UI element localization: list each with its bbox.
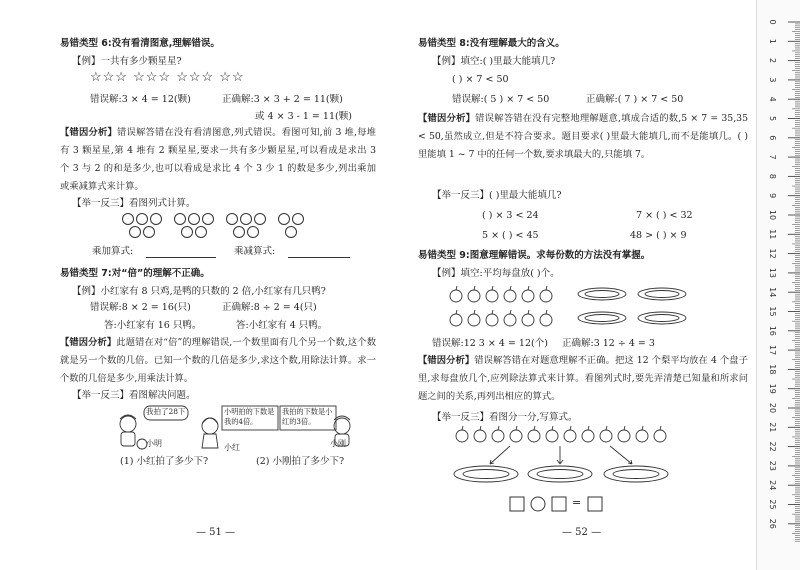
ruler: [756, 0, 800, 570]
ruler-label: 22: [768, 441, 777, 452]
bubble-gang: 我拍的下数是小红的3倍。: [282, 407, 333, 426]
ex8-analysis-text: 错误解答错在没有完整地理解题意,填成合适的数,5 × 7 = 35,35 < 50,虽然成立,但是不符合要求。题目要求( )里最大能填几,而不是能填几。( )里能填 1 ~ 7 中的任何一个数,要求填最大的,只能填 7。: [418, 113, 748, 160]
ex6-right: 正确解:3 × 3 + 2 = 11(颗): [222, 94, 343, 105]
practice-4: 48 > ( ) × 9: [630, 230, 687, 241]
ex6-question: 【例】一共有多少颗星星?: [72, 56, 182, 67]
ruler-label: 19: [768, 383, 777, 394]
ruler-label: 6: [768, 135, 777, 141]
ruler-label: 20: [768, 402, 777, 414]
ruler-label: 25: [768, 499, 777, 510]
mult-sub-blank: [288, 257, 350, 258]
ex6-analysis-text: 错误解答错在没有看清图意,列式错误。看图可知,前 3 堆,每堆有 3 颗星星,第 4 堆有 2 颗星星,要求一共有多少颗星星,可以看成是求出 3 个 3 与 2 的和是多少,也可以看成是求比 4 个 3 少 1 的数是多少,列出乘加或乘减算式来计算。: [60, 127, 376, 192]
ruler-label: 5: [768, 115, 777, 122]
ex7-question: 【例】小红家有 8 只鸡,是鸭的只数的 2 倍,小红家有几只鸭?: [72, 286, 326, 297]
pear-icon: [450, 286, 552, 326]
ruler-label: 26: [768, 518, 777, 529]
type8-title: 易错类型 8:没有理解最大的含义。: [418, 38, 565, 49]
ex6-wrong: 错误解:3 × 4 = 12(颗): [90, 94, 191, 105]
ex8-analysis: [418, 110, 748, 164]
practice-3: 5 × ( ) < 45: [482, 230, 539, 241]
ruler-label: 18: [768, 364, 777, 375]
ex6-practice: 【举一反三】看图列式计算。: [72, 198, 196, 209]
question-2: (2) 小刚拍了多少下?: [256, 456, 345, 467]
question-1: (1) 小红拍了多少下?: [120, 456, 209, 467]
ex9-right: 正确解:3 12 ÷ 4 = 3: [562, 338, 655, 349]
ex6-right-alt: 或 4 × 3 - 1 = 11(颗): [255, 111, 352, 122]
type6-title: 易错类型 6:没有看清图意,理解错误。: [60, 38, 220, 49]
mult-sub-label: 乘减算式:: [234, 246, 276, 257]
page-52: [390, 0, 756, 570]
ex9-analysis-tag: 【错因分析】: [418, 355, 475, 366]
ruler-label: 17: [768, 345, 777, 356]
type9-title: 易错类型 9:图意理解错误。求每份数的方法没有掌握。: [418, 250, 651, 261]
pears-and-plates-figure: [448, 282, 728, 334]
page-51: [0, 0, 390, 570]
ruler-label: 8: [768, 173, 777, 179]
ex9-analysis: [418, 352, 748, 406]
ruler-label: 16: [768, 325, 777, 336]
ruler-label: 21: [768, 422, 777, 433]
circle-groups-figure: [120, 212, 310, 240]
ex8-analysis-tag: 【错因分析】: [418, 113, 476, 124]
ruler-label: 13: [768, 267, 777, 278]
ruler-label: 4: [768, 96, 777, 102]
page-number-52: — 52 —: [562, 527, 602, 538]
ex7-analysis-tag: 【错因分析】: [60, 337, 117, 348]
ruler-label: 3: [768, 77, 777, 83]
mult-add-label: 乘加算式:: [92, 246, 134, 257]
ruler-label: 1: [768, 38, 777, 44]
practice-2: 7 × ( ) < 32: [636, 210, 693, 221]
arrow-down-icon: [557, 446, 563, 464]
ruler-label: 0: [768, 19, 777, 25]
ex9-question: 【例】填空:平均每盘放( )个。: [432, 268, 560, 279]
ruler-label: 9: [768, 193, 777, 199]
ex7-analysis-text: 此题错在对“倍”的理解错误,一个数里面有几个另一个数,这个数就是另一个数的几倍。已知一个数的几倍是多少,求这个数,用除法计算。求一个数的几倍是多少,用乘法计算。: [60, 337, 376, 384]
ex7-wrong: 错误解:8 × 2 = 16(只): [90, 302, 191, 313]
ex7-wrong-answer: 答:小红家有 16 只鸭。: [104, 320, 202, 331]
ruler-label: 10: [768, 209, 777, 221]
ex8-question: 【例】填空:( )里最大能填几?: [432, 56, 556, 67]
equation-boxes: [508, 494, 628, 514]
name-ming: 小明: [146, 439, 162, 448]
ex7-practice: 【举一反三】看图解决问题。: [72, 390, 196, 401]
ruler-label: 15: [768, 306, 777, 317]
ruler-label: 23: [768, 460, 777, 471]
ex6-analysis: [60, 124, 376, 196]
ex7-right: 正确解:8 ÷ 2 = 4(只): [222, 302, 317, 313]
name-hong: 小红: [224, 443, 240, 452]
ex9-practice: 【举一反三】看图分一分,写算式。: [432, 412, 578, 423]
type7-title: 易错类型 7:对“倍”的理解不正确。: [60, 268, 210, 279]
ruler-label: 7: [768, 154, 777, 160]
ex8-right: 正确解:( 7 ) × 7 < 50: [586, 94, 684, 105]
ruler-label: 12: [768, 248, 777, 259]
ex6-analysis-tag: 【错因分析】: [60, 127, 117, 138]
arrow-right-icon: [610, 446, 632, 464]
apple-icon: [456, 426, 666, 442]
name-gang: 小刚: [330, 439, 346, 448]
arrow-left-icon: [490, 446, 510, 464]
ex6-stars: ☆☆☆ ☆☆☆ ☆☆☆ ☆☆: [90, 70, 245, 85]
ex8-practice: 【举一反三】( )里最大能填几?: [432, 190, 562, 201]
equals-sign: =: [572, 496, 582, 509]
ex8-wrong: 错误解:( 5 ) × 7 < 50: [452, 94, 550, 105]
ruler-label: 2: [768, 58, 777, 64]
ex7-analysis: [60, 334, 376, 388]
ex9-wrong: 错误解:12 3 × 4 = 12(个): [432, 338, 548, 349]
practice-1: ( ) × 3 < 24: [482, 210, 539, 221]
page-number-51: — 51 —: [196, 527, 236, 538]
ex9-analysis-text: 错误解答错在对题意理解不正确。把这 12 个梨平均放在 4 个盘子里,求每盘放几个,应列除法算式来计算。看图列式时,要先弄清楚已知量和所求问题之间的关系,再列出相应的算式。: [418, 355, 748, 402]
bubble-ming: 我拍了28下: [146, 407, 186, 416]
ruler-label: 14: [768, 287, 777, 298]
ruler-label: 24: [768, 480, 777, 491]
bubble-hong: 小明拍的下数是我的4倍。: [224, 407, 275, 426]
ruler-body: [756, 0, 800, 570]
ex7-right-answer: 答:小红家有 4 只鸭。: [236, 320, 328, 331]
mult-add-blank: [146, 257, 216, 258]
apples-plates-figure: [450, 424, 710, 500]
ruler-label: 11: [768, 229, 777, 240]
ex8-expression: ( ) × 7 < 50: [452, 74, 509, 85]
